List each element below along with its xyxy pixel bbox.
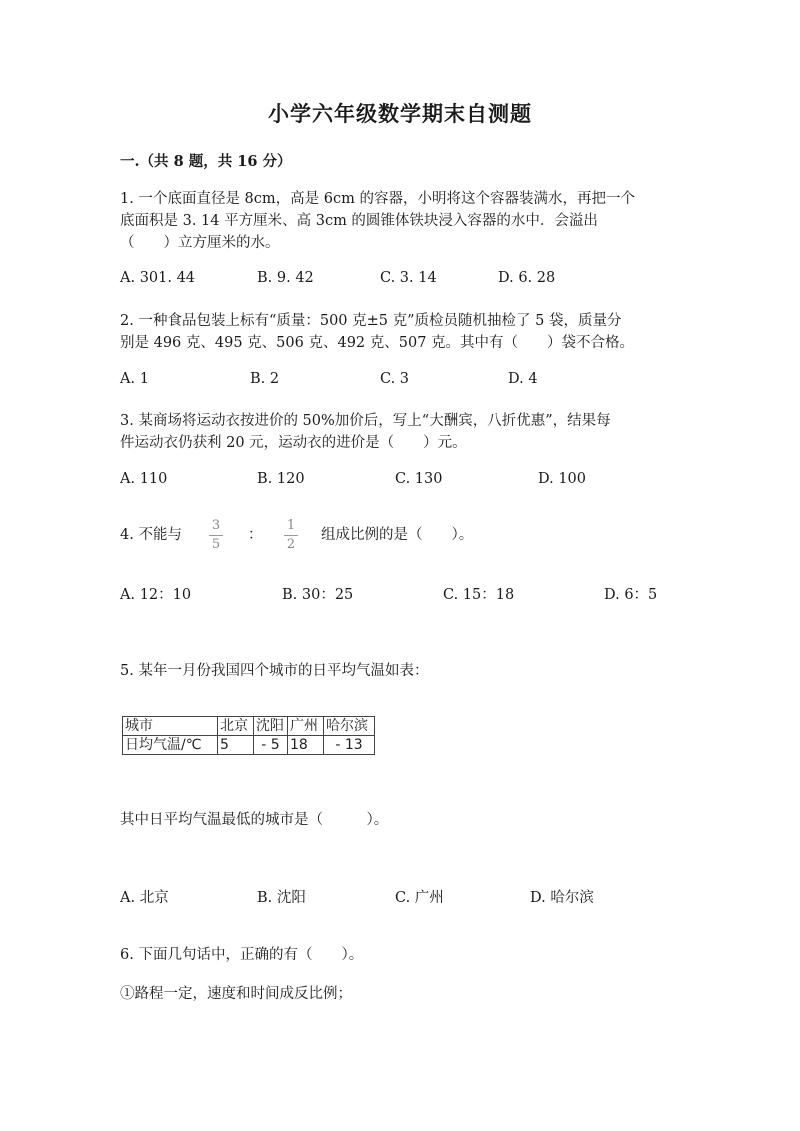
option-a: A. 12：10 [120, 587, 192, 603]
temperature-table [122, 716, 375, 755]
option-a: A. 1 [120, 371, 149, 387]
question-4-prefix: 4. 不能与 [120, 527, 182, 543]
option-d: D. 4 [508, 371, 538, 387]
option-c: C. 广州 [395, 890, 444, 906]
question-1-line-2: 底面积是 3. 14 平方厘米、高 3cm 的圆锥体铁块浸入容器的水中．会溢出 [120, 213, 598, 229]
question-1-line-1: 1. 一个底面直径是 8cm，高是 6cm 的容器，小明将这个容器装满水，再把一个 [120, 191, 635, 207]
table-cell: 北京 [218, 717, 254, 736]
question-2-line-2: 别是 496 克、495 克、506 克、492 克、507 克。其中有（ ）袋不合格。 [120, 335, 635, 351]
option-d: D. 100 [538, 471, 587, 487]
fraction-numerator: 3 [211, 518, 221, 533]
option-b: B. 120 [257, 471, 305, 487]
option-a: A. 301. 44 [120, 270, 196, 286]
fraction-bar [284, 535, 298, 536]
table-cell: - 5 [254, 736, 288, 755]
table-cell: 沈阳 [254, 717, 288, 736]
table-row [123, 736, 375, 755]
table-cell: 5 [218, 736, 254, 755]
section-heading: 一.（共 8 题，共 16 分） [120, 153, 292, 170]
page-title: 小学六年级数学期末自测题 [268, 101, 532, 126]
fraction-three-fifths [209, 518, 223, 553]
table-cell: 广州 [288, 717, 324, 736]
question-5-stem: 5. 某年一月份我国四个城市的日平均气温如表： [120, 663, 429, 679]
question-4-suffix: 组成比例的是（ ）。 [321, 527, 474, 543]
table-cell: - 13 [324, 736, 375, 755]
option-a: A. 110 [120, 471, 168, 487]
option-b: B. 9. 42 [257, 270, 314, 286]
table-cell: 城市 [123, 717, 218, 736]
question-1-line-3: （ ）立方厘米的水。 [120, 235, 280, 251]
table-header-row [123, 717, 375, 736]
ratio-colon: ： [248, 527, 263, 543]
option-a: A. 北京 [120, 890, 169, 906]
question-3-line-1: 3. 某商场将运动衣按进价的 50%加价后，写上“大酬宾，八折优惠”，结果每 [120, 413, 611, 429]
fraction-numerator: 1 [286, 518, 296, 533]
question-3 [120, 410, 611, 454]
option-d: D. 6. 28 [498, 270, 556, 286]
option-d: D. 哈尔滨 [530, 890, 594, 906]
table-cell: 日均气温/℃ [123, 736, 218, 755]
question-2 [120, 310, 634, 354]
fraction-denominator: 2 [286, 537, 296, 552]
question-3-line-2: 件运动衣仍获利 20 元，运动衣的进价是（ ）元。 [120, 435, 467, 451]
option-b: B. 30：25 [282, 587, 354, 603]
table-cell: 18 [288, 736, 324, 755]
option-b: B. 沈阳 [257, 890, 306, 906]
question-5-ask: 其中日平均气温最低的城市是（ ）。 [120, 812, 389, 828]
option-c: C. 130 [395, 471, 443, 487]
fraction-one-half [284, 518, 298, 553]
option-b: B. 2 [250, 371, 280, 387]
table-cell: 哈尔滨 [324, 717, 375, 736]
question-2-line-1: 2. 一种食品包装上标有“质量：500 克±5 克”质检员随机抽检了 5 袋，质量分 [120, 313, 622, 329]
question-6-stem: 6. 下面几句话中，正确的有（ ）。 [120, 947, 364, 963]
option-c: C. 3 [380, 371, 410, 387]
question-6-statement-1: ①路程一定，速度和时间成反比例； [120, 986, 352, 1002]
question-1 [120, 188, 635, 254]
fraction-denominator: 5 [211, 537, 221, 552]
option-d: D. 6：5 [604, 587, 658, 603]
option-c: C. 15：18 [443, 587, 515, 603]
fraction-bar [209, 535, 223, 536]
option-c: C. 3. 14 [380, 270, 437, 286]
